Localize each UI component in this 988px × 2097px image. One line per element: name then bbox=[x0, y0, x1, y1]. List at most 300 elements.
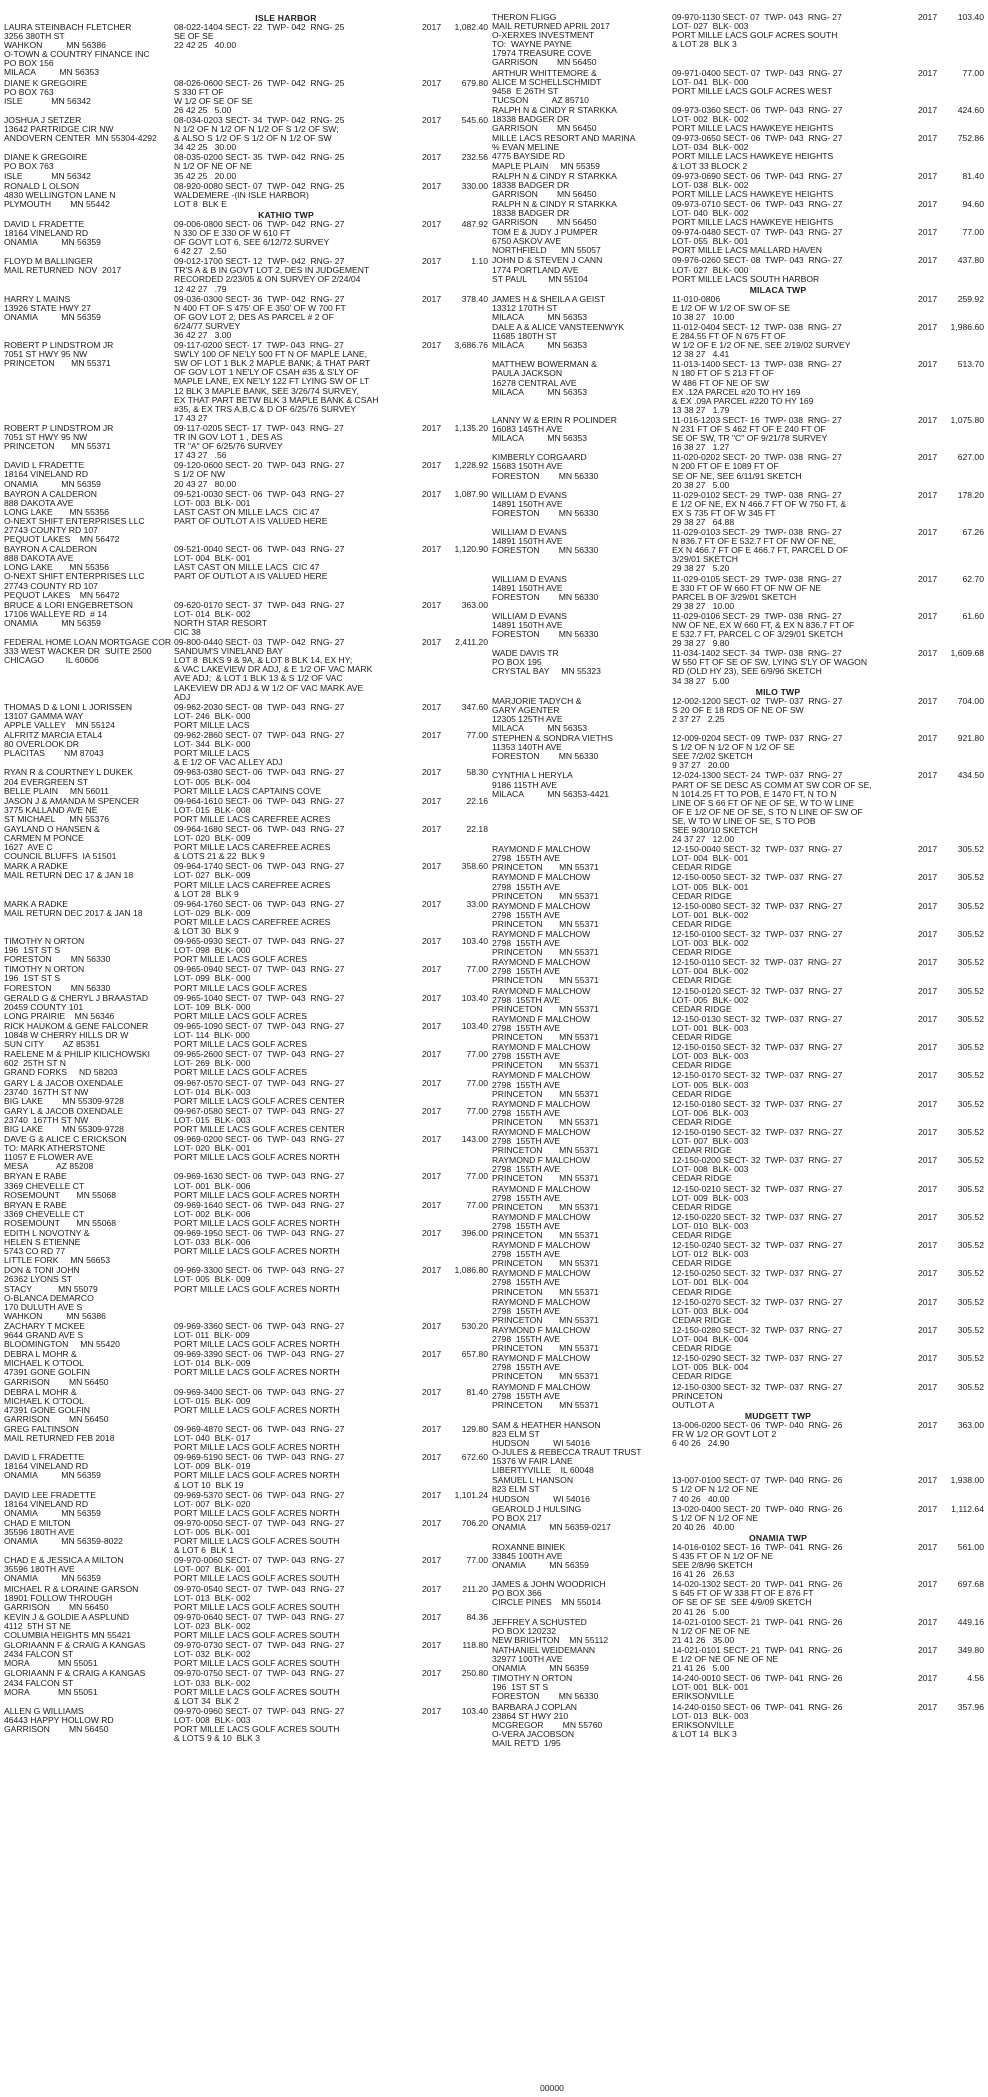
legal-line: 12-150-0180 SECT- 32 TWP- 037 RNG- 27 bbox=[672, 1099, 843, 1109]
legal-line: 12-150-0120 SECT- 32 TWP- 037 RNG- 27 bbox=[672, 986, 843, 996]
legal-line: 29 38 27 10.00 bbox=[672, 601, 735, 611]
parcel-record bbox=[4, 1388, 488, 1424]
legal-line: LOT- 007 BLK- 003 bbox=[672, 1137, 749, 1147]
tax-year: 2017 bbox=[918, 255, 938, 266]
owner-line: PAULA JACKSON bbox=[492, 369, 563, 379]
tax-amount: 305.52 bbox=[957, 985, 984, 996]
owner-line: MILACA MN 56353 bbox=[492, 723, 588, 733]
legal-description-block bbox=[672, 1354, 918, 1381]
tax-amount: 103.40 bbox=[461, 992, 488, 1003]
legal-line: 24 37 27 12.00 bbox=[672, 835, 735, 845]
legal-description-block bbox=[672, 1476, 918, 1503]
tax-amount: 1,082.40 bbox=[454, 22, 488, 32]
township-heading: MILO TWP bbox=[755, 686, 801, 697]
owner-line: PRINCETON MN 55371 bbox=[492, 1372, 599, 1382]
legal-line: ADJ bbox=[174, 692, 191, 702]
legal-description-block bbox=[672, 612, 918, 648]
tax-amount: 103.40 bbox=[461, 1705, 488, 1716]
legal-description-block bbox=[174, 461, 422, 488]
legal-description-block bbox=[672, 1383, 918, 1410]
parcel-record bbox=[492, 1354, 984, 1381]
tax-year: 2017 bbox=[422, 898, 442, 909]
tax-year: 2017 bbox=[918, 1013, 938, 1024]
legal-description-block bbox=[174, 1707, 422, 1743]
legal-line: 11-029-0106 SECT- 29 TWP- 038 RNG- 27 bbox=[672, 611, 842, 621]
parcel-record bbox=[4, 965, 488, 992]
legal-line: 09-969-1950 SECT- 06 TWP- 043 RNG- 27 bbox=[174, 1229, 345, 1238]
legal-description-block bbox=[672, 1213, 918, 1240]
legal-line: CEDAR RIDGE bbox=[672, 1372, 732, 1382]
legal-line: TR'S A & B IN GOVT LOT 2, DES IN JUDGEMENT bbox=[174, 266, 370, 276]
legal-description-block bbox=[672, 771, 918, 844]
owner-line: 2798 155TH AVE bbox=[492, 1335, 561, 1345]
owner-line: MILACA MN 56353 bbox=[492, 434, 588, 444]
tax-year: 2017 bbox=[918, 1268, 938, 1279]
legal-line: PORT MILLE LACS MALLARD HAVEN bbox=[672, 246, 822, 256]
owner-address-block bbox=[492, 930, 672, 957]
tax-amount: 305.52 bbox=[957, 872, 984, 883]
legal-line: 09-969-1630 SECT- 06 TWP- 043 RNG- 27 bbox=[174, 1172, 345, 1182]
parcel-record bbox=[492, 1674, 984, 1701]
legal-line: & LOT 34 BLK 2 bbox=[174, 1696, 239, 1706]
owner-line: DAVE G & ALICE C ERICKSON bbox=[4, 1135, 127, 1145]
legal-description-block bbox=[672, 172, 918, 199]
tax-year: 2017 bbox=[422, 180, 442, 191]
parcel-record bbox=[492, 1646, 984, 1673]
parcel-record bbox=[492, 1543, 984, 1579]
tax-year: 2017 bbox=[918, 957, 938, 968]
parcel-record bbox=[492, 1213, 984, 1240]
legal-line: 09-971-0400 SECT- 07 TWP- 043 RNG- 27 bbox=[672, 68, 843, 78]
owner-address-block bbox=[4, 1050, 174, 1077]
tax-year: 2017 bbox=[422, 218, 442, 229]
owner-address-block bbox=[4, 1491, 174, 1518]
legal-line: LOT- 005 BLK- 001 bbox=[174, 1528, 251, 1537]
tax-year: 2017 bbox=[918, 1419, 938, 1430]
legal-line: FR W 1/2 OR GOVT LOT 2 bbox=[672, 1429, 777, 1439]
legal-line: & LOT 28 BLK 9 bbox=[174, 889, 239, 899]
legal-line: TR IN GOV LOT 1 , DES AS bbox=[174, 433, 283, 443]
legal-description-block bbox=[174, 1425, 422, 1452]
tax-year: 2017 bbox=[918, 1324, 938, 1335]
legal-line: E 1/2 OF NE OF NE OF NE bbox=[672, 1655, 779, 1665]
legal-line: 14-016-0102 SECT- 16 TWP- 041 RNG- 26 bbox=[672, 1542, 843, 1552]
legal-line: PORT MILLE LACS SOUTH HARBOR bbox=[672, 274, 820, 284]
tax-year: 2017 bbox=[918, 1211, 938, 1222]
owner-line: RYAN R & COURTNEY L DUKEK bbox=[4, 768, 133, 778]
legal-description-block bbox=[672, 1128, 918, 1155]
tax-amount: 657.80 bbox=[461, 1349, 488, 1360]
owner-line: FORESTON MN 56330 bbox=[492, 546, 599, 556]
legal-line: LOT- 001 BLK- 004 bbox=[672, 1278, 749, 1288]
tax-year: 2017 bbox=[422, 22, 442, 32]
owner-line: 888 DAKOTA AVE bbox=[4, 554, 74, 564]
tax-amount: 77.00 bbox=[466, 730, 488, 741]
owner-line: 11685 180TH ST bbox=[492, 332, 557, 342]
owner-line: DAVID L FRADETTE bbox=[4, 1453, 85, 1463]
owner-line: 13926 STATE HWY 27 bbox=[4, 303, 91, 313]
tax-amount: 84.36 bbox=[466, 1611, 488, 1622]
owner-address-block bbox=[4, 153, 174, 180]
tax-amount: 627.00 bbox=[957, 452, 984, 463]
owner-line: WILLIAM D EVANS bbox=[492, 528, 567, 538]
tax-year: 2017 bbox=[422, 992, 442, 1003]
tax-year: 2017 bbox=[918, 489, 938, 500]
tax-amount: 305.52 bbox=[957, 1381, 984, 1392]
legal-line: LOT- 114 BLK- 000 bbox=[174, 1031, 250, 1041]
owner-address-block bbox=[4, 1388, 174, 1424]
parcel-record bbox=[492, 295, 984, 322]
tax-amount: 487.92 bbox=[461, 218, 488, 229]
legal-line: LOT- 027 BLK- 003 bbox=[672, 22, 749, 32]
tax-year: 2017 bbox=[422, 1611, 442, 1622]
owner-line: TOM E & JUDY J PUMPER bbox=[492, 228, 598, 238]
tax-year: 2017 bbox=[422, 964, 442, 975]
legal-line: PORT MILLE LACS GOLF ACRES SOUTH bbox=[174, 1602, 340, 1612]
parcel-record bbox=[4, 424, 488, 460]
legal-line: 11-016-1203 SECT- 16 TWP- 038 RNG- 27 bbox=[672, 415, 842, 425]
parcel-record bbox=[4, 1079, 488, 1106]
legal-description-block bbox=[672, 697, 918, 733]
legal-line: S 330 FT OF bbox=[174, 87, 224, 97]
legal-line: S 645 FT OF W 338 FT OF E 876 FT bbox=[672, 1589, 814, 1599]
legal-description-block bbox=[672, 1298, 918, 1325]
legal-description-block bbox=[672, 845, 918, 872]
parcel-record bbox=[4, 638, 488, 702]
township-heading: MUDGETT TWP bbox=[744, 1410, 812, 1421]
legal-line: 09-117-0200 SECT- 17 TWP- 043 RNG- 27 bbox=[174, 341, 344, 351]
owner-line: GARY L & JACOB OXENDALE bbox=[4, 1078, 124, 1088]
legal-line: 16 41 26 26.53 bbox=[672, 1570, 735, 1580]
tax-year: 2017 bbox=[422, 114, 442, 125]
legal-line: CEDAR RIDGE bbox=[672, 1287, 732, 1297]
legal-line: & LOT 33 BLOCK 2 bbox=[672, 161, 748, 171]
legal-line: LOT- 020 BLK- 001 bbox=[174, 1144, 251, 1154]
owner-line: O-TOWN & COUNTRY FINANCE INC bbox=[4, 50, 150, 60]
owner-line: 80 OVERLOOK DR bbox=[4, 740, 79, 750]
township-heading: ISLE HARBOR bbox=[255, 13, 317, 23]
owner-address-block bbox=[4, 1172, 174, 1199]
tax-year: 2017 bbox=[918, 170, 938, 181]
legal-description-block bbox=[174, 545, 422, 600]
legal-line: 09-973-0360 SECT- 06 TWP- 043 RNG- 27 bbox=[672, 105, 843, 115]
legal-description-block bbox=[672, 134, 918, 170]
legal-line: 12-150-0190 SECT- 32 TWP- 037 RNG- 27 bbox=[672, 1127, 843, 1137]
owner-line: RAYMOND F MALCHOW bbox=[492, 1354, 591, 1364]
legal-line: & LOTS 9 & 10 BLK 3 bbox=[174, 1734, 260, 1744]
owner-line: ROBERT P LINDSTROM JR bbox=[4, 341, 114, 351]
tax-year: 2017 bbox=[918, 452, 938, 463]
legal-line: AVE ADJ; & LOT 1 BLK 13 & S 1/2 OF VAC bbox=[174, 674, 343, 684]
legal-line: & LOT 10 BLK 19 bbox=[174, 1480, 244, 1490]
tax-year: 2017 bbox=[918, 1579, 938, 1590]
owner-line: LANNY W & ERIN R POLINDER bbox=[492, 415, 617, 425]
legal-line: LOT- 020 BLK- 009 bbox=[174, 834, 251, 844]
legal-line: LOT- 015 BLK- 003 bbox=[174, 1115, 251, 1125]
legal-line: 2 37 27 2.25 bbox=[672, 714, 725, 724]
owner-line: PRINCETON MN 55371 bbox=[492, 1146, 599, 1156]
legal-line: PORT MILLE LACS bbox=[174, 749, 250, 759]
legal-line: PORT MILLE LACS GOLF ACRES bbox=[174, 1040, 307, 1050]
owner-address-block bbox=[4, 1556, 174, 1583]
parcel-record bbox=[492, 1618, 984, 1645]
tax-year: 2017 bbox=[918, 1673, 938, 1684]
owner-line: 823 ELM ST bbox=[492, 1429, 540, 1439]
legal-line: 20 41 26 5.00 bbox=[672, 1607, 730, 1617]
owner-line: 2798 155TH AVE bbox=[492, 1250, 561, 1260]
legal-line: 09-120-0600 SECT- 20 TWP- 043 RNG- 27 bbox=[174, 461, 345, 471]
owner-line: 14891 150TH AVE bbox=[492, 583, 563, 593]
owner-line: PO BOX 763 bbox=[4, 87, 54, 97]
owner-address-block bbox=[4, 1079, 174, 1106]
legal-line: LINE OF S 66 FT OF NE OF SE, W TO W LINE bbox=[672, 798, 854, 808]
parcel-record bbox=[4, 703, 488, 730]
legal-line: 29 38 27 64.88 bbox=[672, 517, 735, 527]
tax-amount: 77.00 bbox=[466, 1077, 488, 1088]
legal-line: 12 38 27 4.41 bbox=[672, 350, 730, 360]
legal-description-block bbox=[672, 1043, 918, 1070]
tax-amount: 358.60 bbox=[461, 861, 488, 872]
parcel-record bbox=[492, 734, 984, 770]
tax-amount: 1,120.90 bbox=[454, 544, 488, 555]
tax-amount: 305.52 bbox=[957, 1268, 984, 1279]
tax-year: 2017 bbox=[422, 293, 442, 304]
owner-line: PRINCETON MN 55371 bbox=[4, 442, 111, 452]
tax-year: 2017 bbox=[422, 861, 442, 872]
owner-address-block bbox=[492, 1156, 672, 1183]
legal-line: LOT- 008 BLK- 003 bbox=[672, 1165, 749, 1175]
owner-line: ST PAUL MN 55104 bbox=[492, 274, 588, 284]
legal-line: W 1/2 OF E 1/2 OF NE, SEE 2/19/02 SURVEY bbox=[672, 341, 851, 351]
owner-line: FORESTON MN 56330 bbox=[492, 592, 599, 602]
owner-line: 2798 155TH AVE bbox=[492, 1363, 561, 1373]
parcel-record bbox=[4, 862, 488, 898]
legal-line: PORT MILLE LACS GOLF ACRES CENTER bbox=[174, 1096, 345, 1106]
owner-line: O-NEXT SHIFT ENTERPRISES LLC bbox=[4, 516, 145, 526]
owner-line: HUDSON WI 54016 bbox=[492, 1494, 590, 1504]
township-heading: MILACA TWP bbox=[749, 284, 807, 295]
legal-line: E 532.7 FT, PARCEL C OF 3/29/01 SKETCH bbox=[672, 630, 843, 640]
owner-line: MAPLE PLAIN MN 55359 bbox=[492, 161, 600, 171]
tax-year: 2017 bbox=[422, 1583, 442, 1594]
owner-address-block bbox=[4, 768, 174, 795]
owner-line: GARRISON MN 56450 bbox=[4, 1724, 109, 1734]
legal-line: 09-036-0300 SECT- 36 TWP- 042 RNG- 27 bbox=[174, 294, 345, 304]
parcel-record bbox=[4, 1266, 488, 1321]
legal-line: 09-964-1610 SECT- 06 TWP- 043 RNG- 27 bbox=[174, 796, 345, 806]
legal-line: W 550 FT OF SE OF SW, LYING S'LY OF WAGON bbox=[672, 658, 868, 668]
owner-address-block bbox=[492, 1354, 672, 1381]
tax-amount: 530.20 bbox=[461, 1320, 488, 1331]
owner-line: PLYMOUTH MN 55442 bbox=[4, 199, 110, 209]
owner-line: ST MICHAEL MN 55376 bbox=[4, 814, 110, 824]
owner-address-block bbox=[492, 200, 672, 227]
owner-line: FORESTON MN 56330 bbox=[492, 630, 599, 640]
legal-line: 11-010-0806 bbox=[672, 294, 721, 304]
legal-description-block bbox=[174, 703, 422, 730]
parcel-record bbox=[4, 825, 488, 861]
owner-line: 888 DAKOTA AVE bbox=[4, 498, 74, 508]
tax-amount: 259.92 bbox=[957, 293, 984, 304]
legal-line: LAKEVIEW DR ADJ & W 1/2 OF VAC MARK AVE bbox=[174, 683, 364, 693]
legal-line: 26 42 25 5.00 bbox=[174, 105, 232, 115]
legal-line: 14-021-0101 SECT- 21 TWP- 041 RNG- 26 bbox=[672, 1645, 843, 1655]
owner-address-block bbox=[492, 172, 672, 199]
legal-line: 22 42 25 40.00 bbox=[174, 41, 237, 51]
owner-line: PRINCETON MN 55371 bbox=[492, 863, 599, 873]
tax-year: 2017 bbox=[918, 1503, 938, 1514]
owner-line: 13312 170TH ST bbox=[492, 303, 558, 313]
legal-description-block bbox=[672, 1241, 918, 1268]
legal-line: LOT- 032 BLK- 002 bbox=[174, 1650, 251, 1660]
owner-address-block bbox=[4, 797, 174, 824]
parcel-record bbox=[4, 1613, 488, 1640]
owner-line: 18338 BADGER DR bbox=[492, 208, 570, 218]
legal-line: & E 1/2 OF VAC ALLEY ADJ bbox=[174, 758, 283, 768]
owner-address-block bbox=[492, 902, 672, 929]
owner-address-block bbox=[4, 295, 174, 340]
owner-address-block bbox=[4, 220, 174, 256]
legal-line: SE, W TO W LINE OF SE, S TO POB bbox=[672, 816, 816, 826]
owner-line: TIMOTHY N ORTON bbox=[4, 937, 85, 947]
owner-line: FLOYD M BALLINGER bbox=[4, 257, 93, 267]
owner-line: 18901 FOLLOW THROUGH bbox=[4, 1593, 113, 1603]
legal-line: LOT- 002 BLK- 006 bbox=[174, 1209, 251, 1219]
legal-description-block bbox=[672, 1703, 918, 1748]
tax-amount: 305.52 bbox=[957, 1353, 984, 1364]
parcel-record bbox=[4, 23, 488, 78]
owner-line: PEQUOT LAKES MN 56472 bbox=[4, 535, 120, 545]
tax-year: 2017 bbox=[918, 733, 938, 744]
owner-line: DON & TONI JOHN bbox=[4, 1266, 80, 1276]
legal-line: LOT- 040 BLK- 002 bbox=[672, 208, 749, 218]
owner-line: DAVID L FRADETTE bbox=[4, 219, 85, 229]
legal-line: 09-964-1760 SECT- 06 TWP- 043 RNG- 27 bbox=[174, 899, 345, 909]
legal-line: 11-034-1402 SECT- 34 TWP- 038 RNG- 27 bbox=[672, 649, 842, 659]
legal-line: TR "A" OF 6/25/76 SURVEY bbox=[174, 442, 283, 452]
legal-description-block bbox=[672, 1156, 918, 1183]
parcel-record bbox=[492, 1580, 984, 1616]
legal-line: LOT- 003 BLK- 004 bbox=[672, 1306, 749, 1316]
parcel-record bbox=[4, 1556, 488, 1583]
owner-line: FORESTON MN 56330 bbox=[492, 1692, 599, 1702]
legal-line: 09-117-0205 SECT- 17 TWP- 043 RNG- 27 bbox=[174, 423, 344, 433]
owner-line: ROBERT P LINDSTROM JR bbox=[4, 423, 114, 433]
legal-line: 16 38 27 1.27 bbox=[672, 443, 730, 453]
legal-line: CEDAR RIDGE bbox=[672, 863, 732, 873]
legal-description-block bbox=[174, 862, 422, 898]
parcel-record bbox=[492, 1505, 984, 1532]
legal-line: 13 38 27 1.79 bbox=[672, 405, 730, 415]
tax-amount: 58.30 bbox=[466, 767, 488, 778]
legal-line: SE OF SW, TR "C" OF 9/21/78 SURVEY bbox=[672, 434, 828, 444]
legal-line: 20 40 26 40.00 bbox=[672, 1522, 735, 1532]
tax-year: 2017 bbox=[918, 1070, 938, 1081]
owner-line: MATTHEW BOWERMAN & bbox=[492, 360, 597, 370]
parcel-record bbox=[4, 153, 488, 180]
legal-description-block bbox=[174, 153, 422, 180]
legal-description-block bbox=[174, 1388, 422, 1424]
tax-amount: 1,609.68 bbox=[950, 648, 984, 659]
legal-description-block bbox=[174, 797, 422, 824]
legal-line: LOT- 004 BLK- 002 bbox=[672, 967, 749, 977]
legal-line: LOT- 007 BLK- 020 bbox=[174, 1499, 251, 1509]
legal-line: PORT MILLE LACS GOLF ACRES SOUTH bbox=[174, 1687, 340, 1697]
legal-line: 09-965-1040 SECT- 07 TWP- 043 RNG- 27 bbox=[174, 993, 345, 1003]
owner-address-block bbox=[4, 1669, 174, 1705]
parcel-record bbox=[4, 461, 488, 488]
legal-line: PORT MILLE LACS CAREFREE ACRES bbox=[174, 917, 331, 927]
owner-line: PRINCETON MN 55371 bbox=[492, 1061, 599, 1071]
owner-line: 1774 PORTLAND AVE bbox=[492, 265, 579, 275]
legal-line: 09-970-0960 SECT- 07 TWP- 043 RNG- 27 bbox=[174, 1706, 345, 1716]
tax-amount: 561.00 bbox=[957, 1541, 984, 1552]
legal-line: 13-020-0400 SECT- 20 TWP- 040 RNG- 26 bbox=[672, 1504, 843, 1514]
owner-address-block bbox=[4, 1641, 174, 1668]
owner-address-block bbox=[4, 1266, 174, 1321]
owner-line: MESA AZ 85208 bbox=[4, 1162, 94, 1172]
owner-address-block bbox=[492, 845, 672, 872]
legal-line: CEDAR RIDGE bbox=[672, 1174, 732, 1184]
legal-line: N 1014.25 FT TO POB, E 1470 FT, N TO N bbox=[672, 789, 837, 799]
tax-year: 2017 bbox=[422, 1555, 442, 1566]
owner-line: 2798 155TH AVE bbox=[492, 1391, 561, 1401]
owner-line: FEDERAL HOME LOAN MORTGAGE COR bbox=[4, 638, 172, 648]
owner-line: STEPHEN & SONDRA VIETHS bbox=[492, 734, 613, 744]
right-column bbox=[492, 13, 984, 1749]
tax-year: 2017 bbox=[918, 322, 938, 332]
legal-line: PORT MILLE LACS CAREFREE ACRES bbox=[174, 843, 331, 853]
owner-line: ONAMIA MN 56359 bbox=[492, 1664, 589, 1674]
owner-line: 14891 150TH AVE bbox=[492, 621, 563, 630]
owner-line: CIRCLE PINES MN 55014 bbox=[492, 1598, 601, 1608]
owner-address-block bbox=[492, 697, 672, 733]
tax-year: 2017 bbox=[422, 599, 442, 610]
legal-line: CEDAR RIDGE bbox=[672, 1231, 732, 1240]
legal-line: EX S 735 FT OF W 345 FT bbox=[672, 508, 776, 518]
owner-line: PRINCETON MN 55371 bbox=[492, 1174, 599, 1184]
legal-line: 09-973-0650 SECT- 06 TWP- 043 RNG- 27 bbox=[672, 134, 843, 144]
owner-line: WADE DAVIS TR bbox=[492, 649, 559, 659]
page-footer-code: 00000 bbox=[540, 2083, 564, 2093]
owner-line: WILLIAM D EVANS bbox=[492, 574, 567, 584]
owner-line: RAYMOND F MALCHOW bbox=[492, 986, 591, 996]
legal-line: 14-020-1302 SECT- 20 TWP- 041 RNG- 26 bbox=[672, 1580, 843, 1590]
legal-line: 7 40 26 40.00 bbox=[672, 1494, 730, 1504]
parcel-record bbox=[492, 1043, 984, 1070]
owner-line: JASON J & AMANDA M SPENCER bbox=[4, 796, 140, 806]
parcel-record bbox=[492, 1326, 984, 1353]
owner-address-block bbox=[492, 416, 672, 452]
legal-description-block bbox=[174, 1556, 422, 1583]
owner-line: PRINCETON MN 55371 bbox=[492, 1344, 599, 1354]
owner-address-block bbox=[492, 1421, 672, 1476]
owner-line: 5743 CO RD 77 bbox=[4, 1247, 66, 1257]
tax-amount: 94.60 bbox=[962, 198, 984, 209]
legal-line: 09-969-3400 SECT- 06 TWP- 043 RNG- 27 bbox=[174, 1387, 345, 1397]
parcel-record bbox=[4, 1491, 488, 1518]
owner-line: PRINCETON MN 55371 bbox=[492, 1117, 599, 1127]
legal-line: OF GOVT LOT 6, SEE 6/12/72 SURVEY bbox=[174, 238, 330, 248]
owner-line: BELLE PLAIN MN 56011 bbox=[4, 786, 109, 796]
legal-description-block bbox=[672, 491, 918, 527]
tax-year: 2017 bbox=[918, 985, 938, 996]
legal-line: 09-012-1700 SECT- 12 TWP- 042 RNG- 27 bbox=[174, 257, 345, 267]
parcel-record bbox=[4, 768, 488, 795]
legal-description-block bbox=[672, 360, 918, 415]
tax-amount: 305.52 bbox=[957, 1211, 984, 1222]
owner-line: RAYMOND F MALCHOW bbox=[492, 845, 591, 855]
